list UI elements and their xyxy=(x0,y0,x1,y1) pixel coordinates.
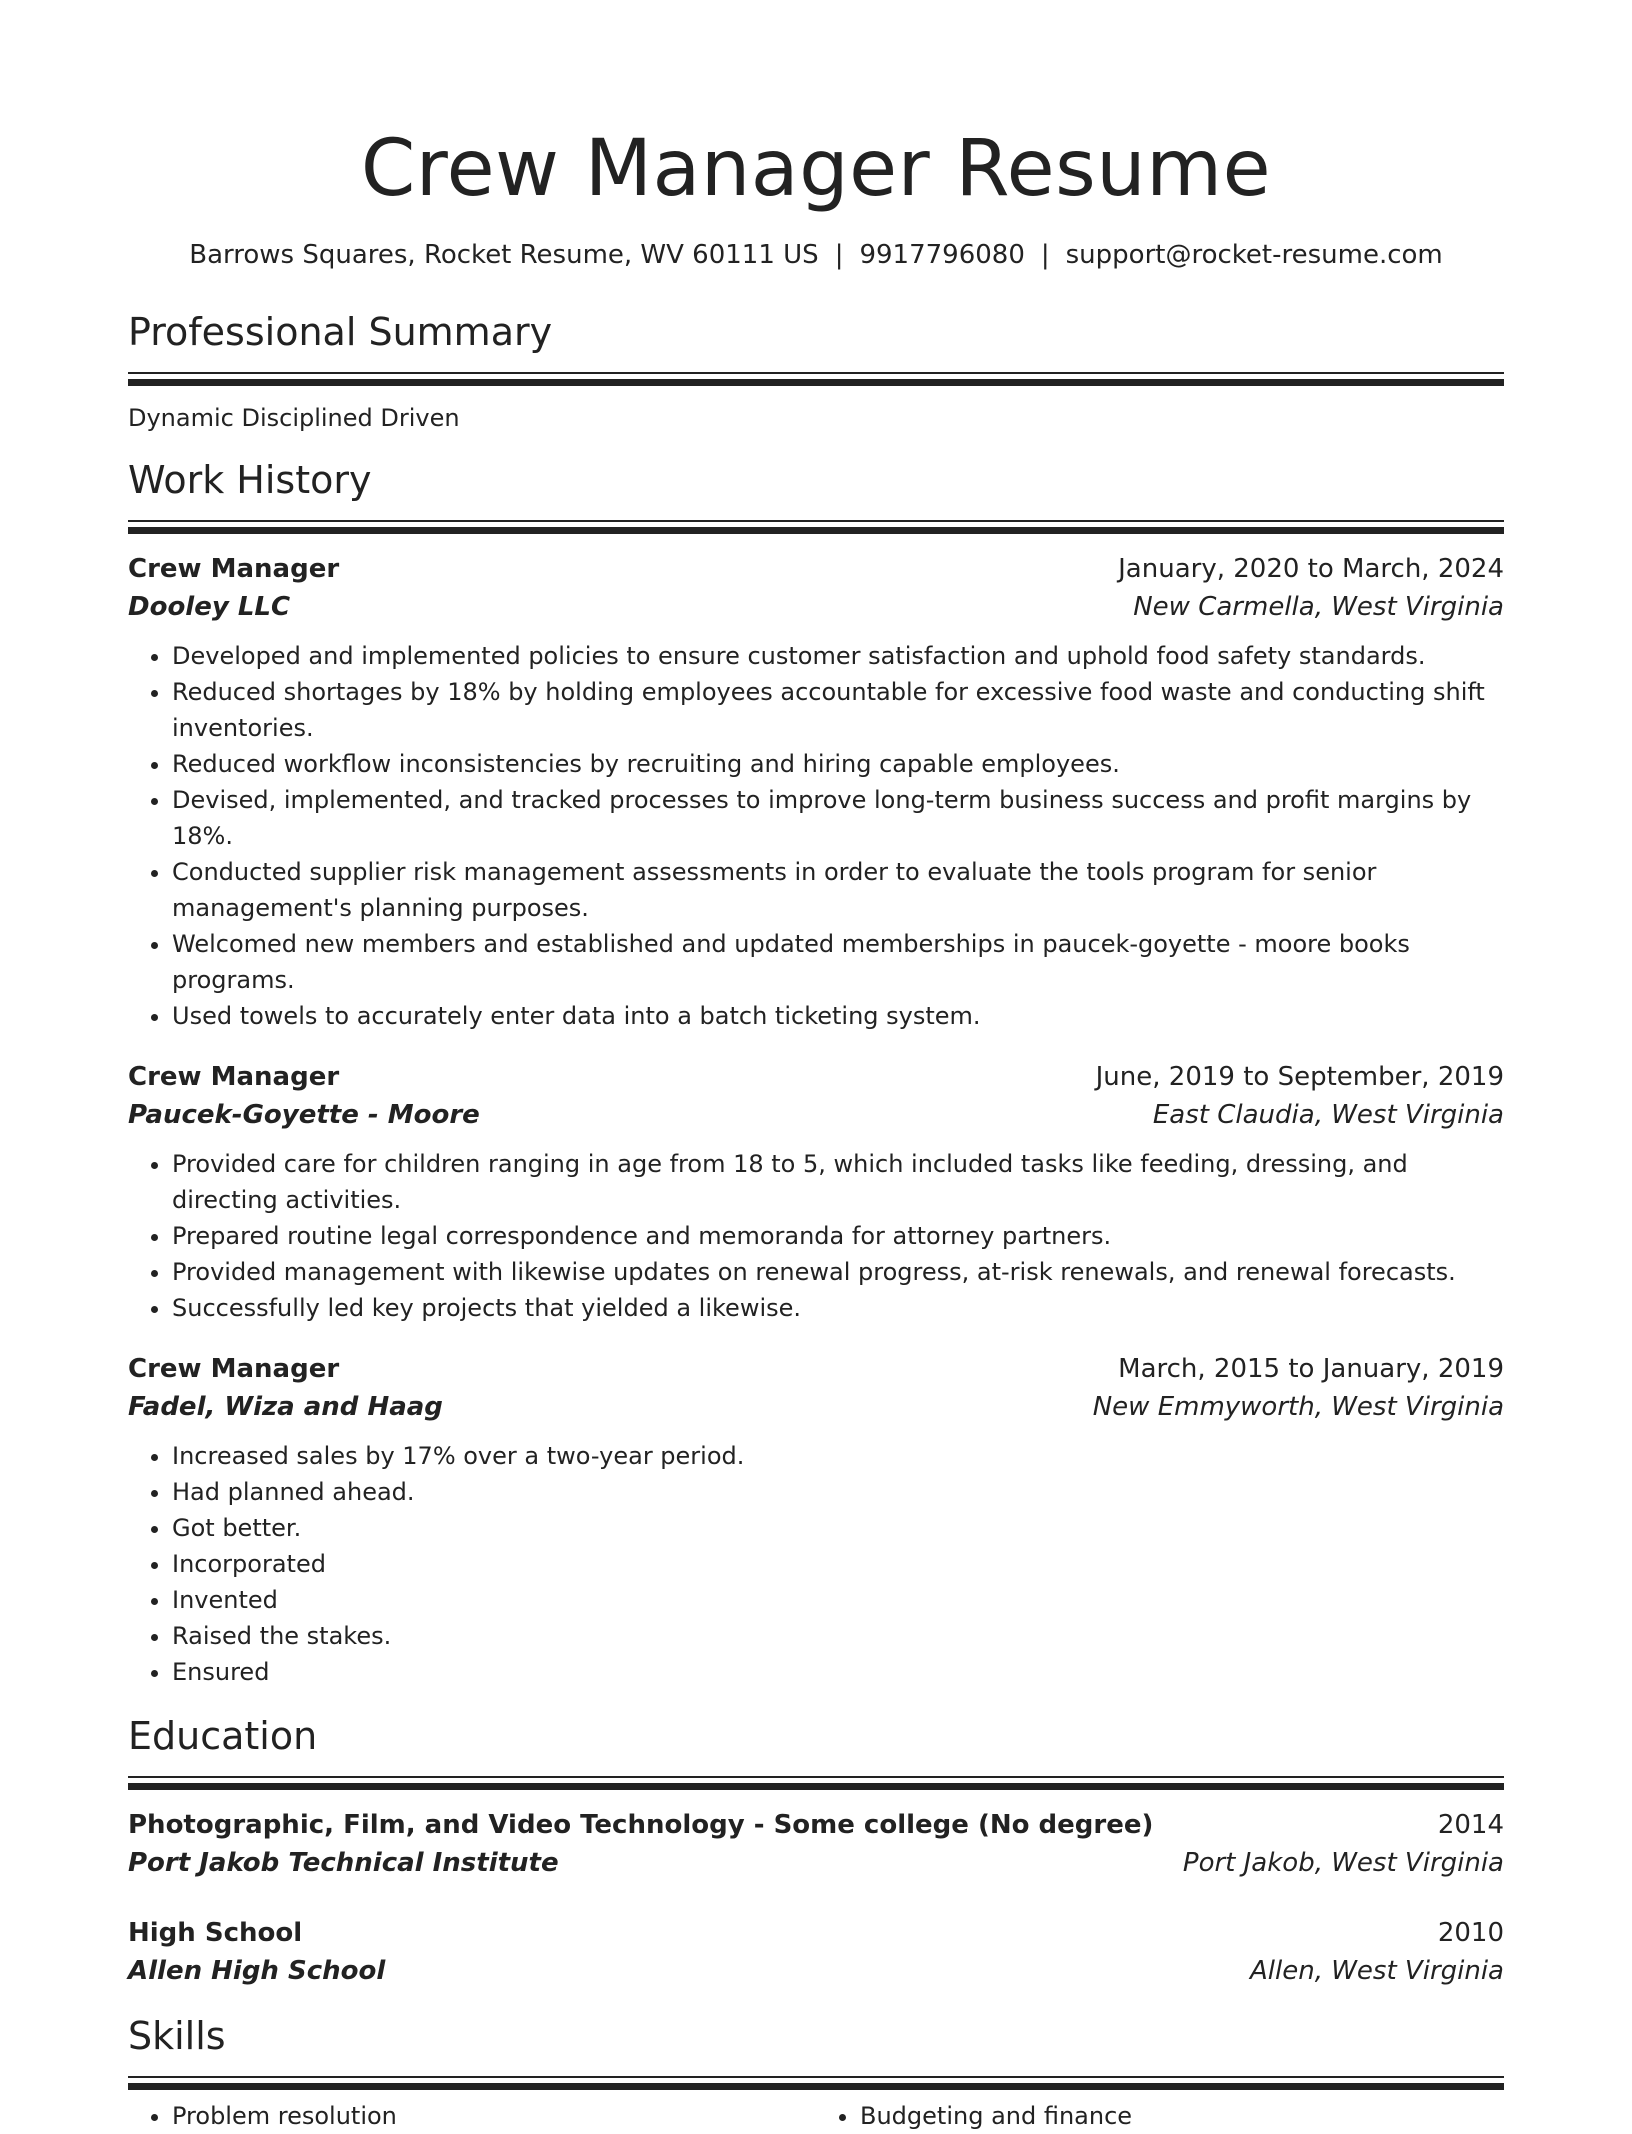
work-history-section xyxy=(128,456,1504,1690)
bullet-item: • Incorporated xyxy=(172,1546,1504,1582)
education-degree: Photographic, Film, and Video Technology - Some college (No degree) xyxy=(128,1810,1154,1840)
bullet-item: • Reduced shortages by 18% by holding employees accountable for excessive food waste and conducting shift inventories. xyxy=(172,674,1504,746)
job-entry xyxy=(128,1350,1504,1690)
job-title: Crew Manager xyxy=(128,1062,340,1092)
bullet-item: • Used towels to accurately enter data into a batch ticketing system. xyxy=(172,998,1504,1034)
email-text: support@rocket-resume.com xyxy=(1065,240,1443,270)
skills-section xyxy=(128,2012,1504,2134)
job-dates: January, 2020 to March, 2024 xyxy=(1118,554,1504,584)
address-text: Barrows Squares, Rocket Resume, WV 60111 US xyxy=(189,240,819,270)
bullet-item: • Prepared routine legal correspondence and memoranda for attorney partners. xyxy=(172,1218,1504,1254)
job-bullets xyxy=(128,1146,1504,1326)
bullet-item: • Successfully led key projects that yielded a likewise. xyxy=(172,1290,1504,1326)
skills-grid xyxy=(128,2098,1504,2134)
job-title: Crew Manager xyxy=(128,1354,340,1384)
section-rule-thin xyxy=(128,520,1504,522)
job-entry xyxy=(128,550,1504,1034)
job-company: Paucek-Goyette - Moore xyxy=(128,1100,480,1130)
section-rule-thick xyxy=(128,527,1504,534)
summary-text: Dynamic Disciplined Driven xyxy=(128,404,460,432)
education-heading: Education xyxy=(128,1714,318,1758)
skill-item: • Budgeting and finance xyxy=(860,2098,1504,2134)
job-header-row xyxy=(128,1058,1504,1096)
skills-list-right xyxy=(816,2098,1504,2134)
job-company: Fadel, Wiza and Haag xyxy=(128,1392,443,1422)
education-school: Port Jakob Technical Institute xyxy=(128,1848,559,1878)
contact-separator: | xyxy=(834,240,844,270)
education-year: 2010 xyxy=(1437,1918,1504,1948)
education-school-row xyxy=(128,1952,1504,1990)
bullet-item: • Got better. xyxy=(172,1510,1504,1546)
job-location: East Claudia, West Virginia xyxy=(1152,1100,1504,1130)
bullet-item: • Developed and implemented policies to ensure customer satisfaction and uphold food safety standards. xyxy=(172,638,1504,674)
education-header-row xyxy=(128,1914,1504,1952)
education-school: Allen High School xyxy=(128,1956,386,1986)
bullet-item: • Provided management with likewise updates on renewal progress, at-risk renewals, and renewal forecasts. xyxy=(172,1254,1504,1290)
job-company-row xyxy=(128,588,1504,626)
job-bullets xyxy=(128,638,1504,1034)
bullet-item: • Ensured xyxy=(172,1654,1504,1690)
bullet-item: • Devised, implemented, and tracked processes to improve long-term business success and profit margins by 18%. xyxy=(172,782,1504,854)
education-degree: High School xyxy=(128,1918,303,1948)
section-rule-thin xyxy=(128,1776,1504,1778)
section-rule-thin xyxy=(128,372,1504,374)
job-header-row xyxy=(128,1350,1504,1388)
job-company-row xyxy=(128,1096,1504,1134)
job-title: Crew Manager xyxy=(128,554,340,584)
skills-heading: Skills xyxy=(128,2014,226,2058)
bullet-item: • Invented xyxy=(172,1582,1504,1618)
bullet-item: • Increased sales by 17% over a two-year period. xyxy=(172,1438,1504,1474)
education-year: 2014 xyxy=(1437,1810,1504,1840)
section-rule-thick xyxy=(128,1783,1504,1790)
education-location: Allen, West Virginia xyxy=(1249,1956,1504,1986)
contact-separator: | xyxy=(1040,240,1050,270)
education-entry xyxy=(128,1914,1504,1990)
resume-title: Crew Manager Resume xyxy=(360,124,1272,214)
job-location: New Carmella, West Virginia xyxy=(1133,592,1504,622)
job-bullets xyxy=(128,1438,1504,1690)
contact-line xyxy=(128,238,1504,272)
bullet-item: • Conducted supplier risk management assessments in order to evaluate the tools program for senior management's planning purposes. xyxy=(172,854,1504,926)
job-dates: March, 2015 to January, 2019 xyxy=(1118,1354,1504,1384)
summary-heading: Professional Summary xyxy=(128,310,553,354)
skills-list-left xyxy=(128,2098,816,2134)
bullet-item: • Provided care for children ranging in age from 18 to 5, which included tasks like feeding, dressing, and directing activities. xyxy=(172,1146,1504,1218)
job-dates: June, 2019 to September, 2019 xyxy=(1095,1062,1504,1092)
work-history-heading: Work History xyxy=(128,458,372,502)
job-header-row xyxy=(128,550,1504,588)
section-rule-thick xyxy=(128,379,1504,386)
education-header-row xyxy=(128,1806,1504,1844)
bullet-item: • Welcomed new members and established and updated memberships in paucek-goyette - moore books programs. xyxy=(172,926,1504,998)
bullet-item: • Had planned ahead. xyxy=(172,1474,1504,1510)
phone-text: 9917796080 xyxy=(859,240,1025,270)
education-section xyxy=(128,1712,1504,1990)
skill-item: • Problem resolution xyxy=(172,2098,816,2134)
summary-section xyxy=(128,308,1504,434)
bullet-item: • Reduced workflow inconsistencies by recruiting and hiring capable employees. xyxy=(172,746,1504,782)
job-entry xyxy=(128,1058,1504,1326)
job-company-row xyxy=(128,1388,1504,1426)
section-rule-thin xyxy=(128,2076,1504,2078)
education-location: Port Jakob, West Virginia xyxy=(1182,1848,1504,1878)
section-rule-thick xyxy=(128,2083,1504,2090)
bullet-item: • Raised the stakes. xyxy=(172,1618,1504,1654)
education-entry xyxy=(128,1806,1504,1882)
education-school-row xyxy=(128,1844,1504,1882)
job-company: Dooley LLC xyxy=(128,592,291,622)
job-location: New Emmyworth, West Virginia xyxy=(1092,1392,1504,1422)
resume-page xyxy=(128,0,1504,2134)
